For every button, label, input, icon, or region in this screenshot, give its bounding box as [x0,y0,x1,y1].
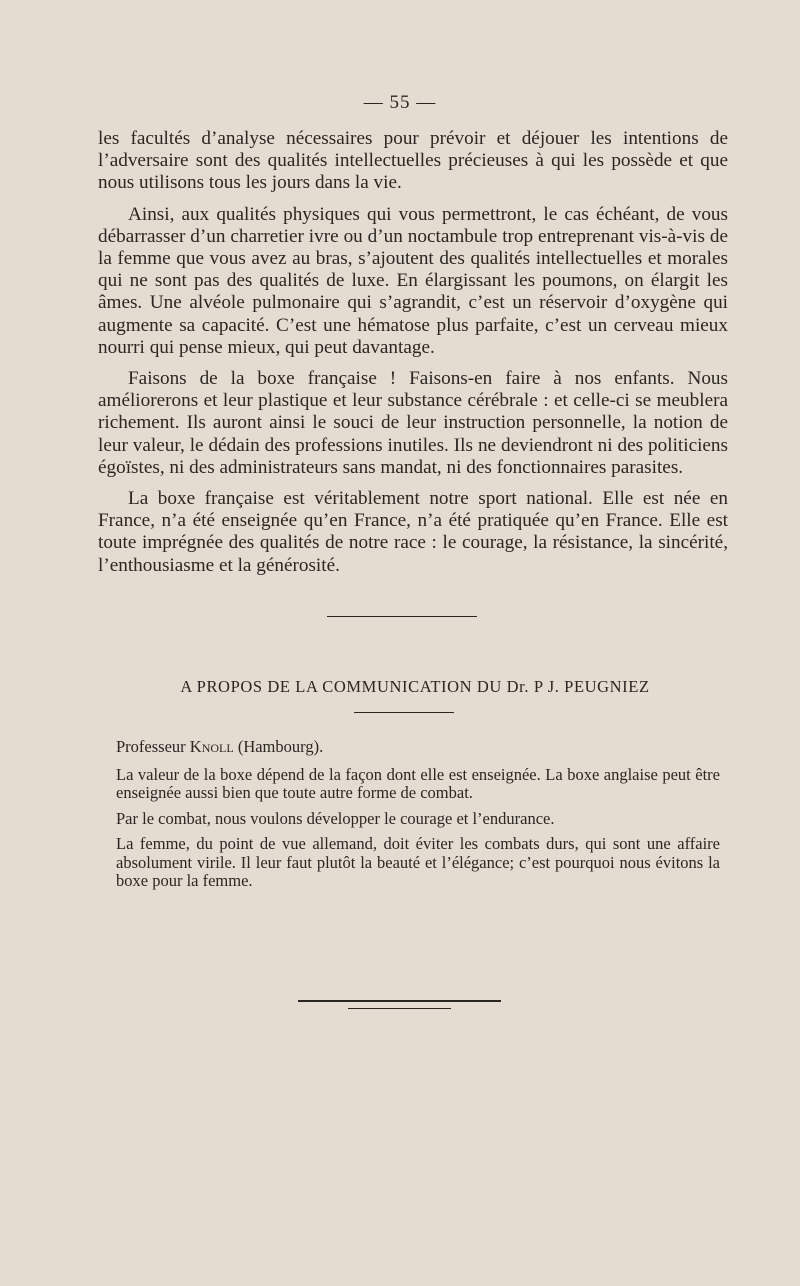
main-body-text [98,128,728,586]
end-rule-long [298,1000,501,1002]
paragraph-qualities: Ainsi, aux qualités physiques qui vous permettront, le cas échéant, de vous débarrasser d’un charretier ivre ou d’un noctambule trop entreprenant vis-à-vis de la femme que vous avez au bras, s’ajoutent des qualités intellectuelles et morales qui ne sont pas des qualités de luxe. En élargissant les poumons, on élargit les âmes. Une alvéole pulmonaire qui s’agrandit, c’est un réservoir d’oxygène qui augmente sa capacité. C’est une hématose plus parfaite, c’est un cerveau mieux nourri qui pense mieux, qui peut davantage. [98,203,728,358]
speaker-line [116,738,720,757]
statement-paragraph: Par le combat, nous voulons développer le courage et l’endurance. [116,808,555,828]
section-divider [327,616,477,617]
paragraph-faisons: Faisons de la boxe française ! Faisons-en faire à nos enfants. Nous améliorerons et leur plastique et leur substance cérébrale : et celle-ci se meublera richement. Ils auront ainsi le souci de leur instruction personnelle, la notion de leur valeur, le dédain des professions inutiles. Ils ne deviendront ni des politiciens égoïstes, ni des administrateurs sans mandat, ni des fonctionnaires parasites. [98,368,728,478]
speaker-place: (Hambourg). [237,737,324,756]
page-number: — 55 — [363,92,437,113]
end-rule-short [348,1008,451,1009]
speaker-title: Professeur [116,737,186,756]
speaker-name: Knoll [189,737,234,756]
heading-underline [354,712,454,713]
paragraph-continuation: les facultés d’analyse nécessaires pour prévoir et déjouer les intentions de l’adversaire sont des qualités intellectuelles précieuses à qui les possède et que nous utilisons tous les jours dans la vie. [98,128,728,194]
paragraph-national-sport: La boxe française est véritablement notre sport national. Elle est née en France, n’a été enseignée qu’en France, n’a été pratiquée qu’en France. Elle est toute imprégnée des qualités de notre race : le courage, la résistance, la sincérité, l’enthousiasme et la générosité. [98,488,728,576]
section-heading: A PROPOS DE LA COMMUNICATION DU Dr. P J. PEUGNIEZ [180,677,650,696]
statement-paragraph: La femme, du point de vue allemand, doit éviter les combats durs, qui sont une affaire absolument virile. Il leur faut plutôt la beauté et l’élégance; c’est pourquoi nous évitons la boxe pour la femme. [116,834,720,890]
statement-paragraph: La valeur de la boxe dépend de la façon dont elle est enseignée. La boxe anglaise peut être enseignée aussi bien que toute autre forme de combat. [116,764,720,802]
communication-text [116,738,720,898]
